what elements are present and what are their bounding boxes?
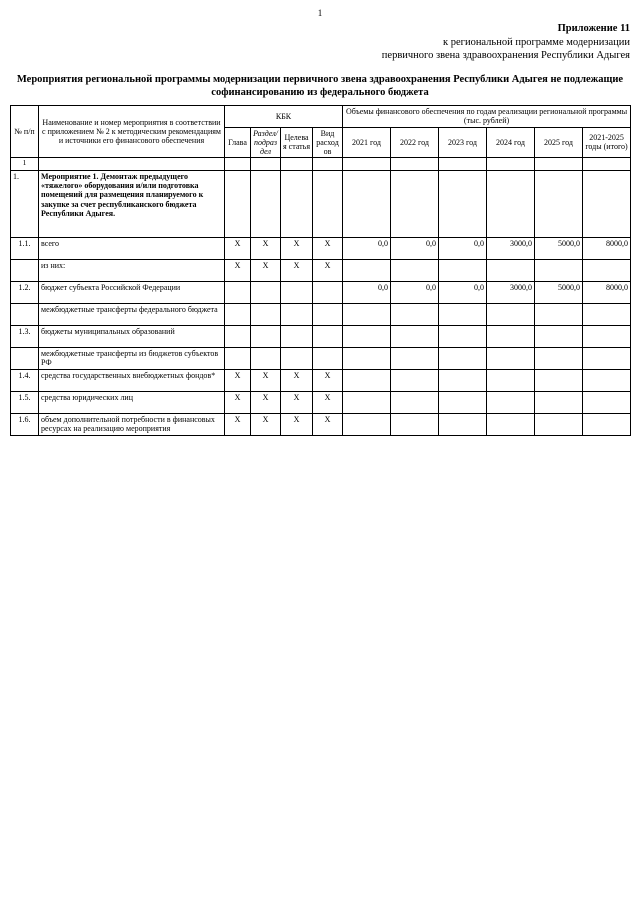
cell-2024: 3000,0: [487, 238, 535, 260]
appendix-line: Приложение 11: [557, 23, 630, 34]
cell-2025: [535, 392, 583, 414]
table-row: [11, 260, 631, 282]
cell-vid: [313, 282, 343, 304]
cell-glava: X: [225, 260, 251, 282]
cell-2021: [343, 348, 391, 370]
cell-2025: [535, 414, 583, 436]
cell-2023: [439, 260, 487, 282]
table-row: [11, 370, 631, 392]
row-name: средства государственных внебюджетных фондов*: [39, 370, 225, 392]
cell-celevaya: [281, 304, 313, 326]
cell-glava: X: [225, 414, 251, 436]
row-num: [11, 260, 39, 282]
cell-glava: X: [225, 392, 251, 414]
cell-total: [583, 326, 631, 348]
cell-celevaya: X: [281, 414, 313, 436]
appendix-line: первичного звена здравоохранения Республики Адыгея: [381, 50, 630, 62]
cell-2024: [487, 326, 535, 348]
column-number: [487, 158, 535, 171]
main-measure-row: [11, 171, 631, 238]
cell-2023: [439, 414, 487, 436]
cell-vid: X: [313, 370, 343, 392]
cell-razdel: X: [251, 260, 281, 282]
cell-2023: [439, 370, 487, 392]
column-number: [251, 158, 281, 171]
cell-2022: 0,0: [391, 282, 439, 304]
row-num: 1.5.: [11, 392, 39, 414]
measure-num: 1.: [11, 171, 39, 238]
cell-vid: X: [313, 392, 343, 414]
cell-2023: [439, 392, 487, 414]
cell-2024: [487, 414, 535, 436]
cell-razdel: X: [251, 392, 281, 414]
document-title: Мероприятия региональной программы модернизации первичного звена здравоохранения Республики Адыгея не подлежащие софинансированию из федерального бюджета: [16, 73, 624, 99]
row-name: средства юридических лиц: [39, 392, 225, 414]
cell-2023: 0,0: [439, 282, 487, 304]
header-vid: Вид расходов: [313, 127, 343, 158]
header-year: 2023 год: [439, 127, 487, 158]
column-numbers-row: [11, 158, 631, 171]
cell-2024: 3000,0: [487, 282, 535, 304]
cell-2025: [535, 260, 583, 282]
column-number: [583, 158, 631, 171]
cell-2025: 5000,0: [535, 282, 583, 304]
cell-2021: 0,0: [343, 238, 391, 260]
cell-glava: X: [225, 370, 251, 392]
header-year: 2025 год: [535, 127, 583, 158]
column-number: [281, 158, 313, 171]
cell-vid: X: [313, 260, 343, 282]
column-number: [225, 158, 251, 171]
cell-celevaya: [281, 282, 313, 304]
cell-vid: [313, 348, 343, 370]
table-row: [11, 348, 631, 370]
cell-2024: [487, 260, 535, 282]
table-row: [11, 414, 631, 436]
header-glava: Глава: [225, 127, 251, 158]
table-row: [11, 304, 631, 326]
header-row: [11, 106, 631, 127]
cell-2025: [535, 370, 583, 392]
column-number: [439, 158, 487, 171]
column-number: [535, 158, 583, 171]
cell-total: 8000,0: [583, 238, 631, 260]
cell-glava: [225, 304, 251, 326]
cell-2021: [343, 370, 391, 392]
table-row: [11, 238, 631, 260]
header-celevaya: Целевая статья: [281, 127, 313, 158]
column-number: [39, 158, 225, 171]
cell-glava: [225, 326, 251, 348]
cell-total: [583, 370, 631, 392]
row-num: 1.1.: [11, 238, 39, 260]
header-razdel: Раздел/ подраздел: [251, 127, 281, 158]
cell-razdel: X: [251, 414, 281, 436]
column-number: [313, 158, 343, 171]
row-num: 1.6.: [11, 414, 39, 436]
table-row: [11, 392, 631, 414]
header-year-total: 2021-2025 годы (итого): [583, 127, 631, 158]
row-name: межбюджетные трансферты из бюджетов субъектов РФ: [39, 348, 225, 370]
cell-total: [583, 304, 631, 326]
cell-vid: X: [313, 414, 343, 436]
cell-2022: [391, 392, 439, 414]
cell-vid: [313, 326, 343, 348]
header-kbk: КБК: [225, 106, 343, 127]
appendix-line: к региональной программе модернизации: [443, 36, 630, 48]
row-name: межбюджетные трансферты федерального бюджета: [39, 304, 225, 326]
cell-2023: [439, 326, 487, 348]
header-num: № п/п: [11, 106, 39, 158]
cell-2022: [391, 326, 439, 348]
cell-2021: [343, 392, 391, 414]
cell-2021: [343, 326, 391, 348]
row-num: [11, 348, 39, 370]
cell-glava: [225, 348, 251, 370]
cell-2023: [439, 304, 487, 326]
cell-2023: 0,0: [439, 238, 487, 260]
header-year: 2022 год: [391, 127, 439, 158]
cell-razdel: [251, 282, 281, 304]
cell-celevaya: X: [281, 392, 313, 414]
row-num: 1.2.: [11, 282, 39, 304]
cell-2021: [343, 260, 391, 282]
row-name: бюджет субъекта Российской Федерации: [39, 282, 225, 304]
cell-2021: [343, 304, 391, 326]
header-year: 2021 год: [343, 127, 391, 158]
page-number: 1: [317, 8, 323, 18]
row-num: 1.3.: [11, 326, 39, 348]
cell-celevaya: [281, 326, 313, 348]
measures-table: [10, 105, 631, 436]
cell-total: [583, 260, 631, 282]
cell-2021: 0,0: [343, 282, 391, 304]
cell-2025: [535, 348, 583, 370]
column-number: 1: [11, 158, 39, 171]
cell-total: [583, 392, 631, 414]
row-name: объем дополнительной потребности в финансовых ресурсах на реализацию мероприятия: [39, 414, 225, 436]
cell-total: [583, 414, 631, 436]
cell-2025: 5000,0: [535, 238, 583, 260]
header-year: 2024 год: [487, 127, 535, 158]
row-num: 1.4.: [11, 370, 39, 392]
table-row: [11, 326, 631, 348]
cell-razdel: [251, 304, 281, 326]
cell-razdel: X: [251, 370, 281, 392]
header-name: Наименование и номер мероприятия в соответствии с приложением № 2 к методическим рекомендациям и источники его финансового обеспечения: [39, 106, 225, 158]
cell-2024: [487, 348, 535, 370]
cell-2024: [487, 392, 535, 414]
cell-2022: [391, 370, 439, 392]
cell-vid: X: [313, 238, 343, 260]
cell-2024: [487, 304, 535, 326]
cell-celevaya: X: [281, 238, 313, 260]
cell-2022: 0,0: [391, 238, 439, 260]
cell-celevaya: [281, 348, 313, 370]
column-number: [391, 158, 439, 171]
cell-celevaya: X: [281, 370, 313, 392]
cell-2022: [391, 414, 439, 436]
measure-name: Мероприятие 1. Демонтаж предыдущего «тяжелого» оборудования и/или подготовка помещений для размещения планируемого к закупке за счет республиканского бюджета Республики Адыгея.: [39, 171, 225, 238]
cell-2024: [487, 370, 535, 392]
table-row: [11, 282, 631, 304]
cell-razdel: [251, 326, 281, 348]
cell-vid: [313, 304, 343, 326]
row-name: из них:: [39, 260, 225, 282]
cell-glava: [225, 282, 251, 304]
cell-2022: [391, 260, 439, 282]
cell-razdel: X: [251, 238, 281, 260]
cell-2021: [343, 414, 391, 436]
cell-celevaya: X: [281, 260, 313, 282]
appendix-header: [10, 22, 630, 63]
cell-glava: X: [225, 238, 251, 260]
cell-2025: [535, 304, 583, 326]
row-num: [11, 304, 39, 326]
cell-2022: [391, 348, 439, 370]
column-number: [343, 158, 391, 171]
cell-total: [583, 348, 631, 370]
cell-2025: [535, 326, 583, 348]
cell-razdel: [251, 348, 281, 370]
row-name: бюджеты муниципальных образований: [39, 326, 225, 348]
cell-2022: [391, 304, 439, 326]
cell-2023: [439, 348, 487, 370]
header-volumes: Объемы финансового обеспечения по годам реализации региональной программы (тыс. рублей): [343, 106, 631, 127]
row-name: всего: [39, 238, 225, 260]
cell-total: 8000,0: [583, 282, 631, 304]
